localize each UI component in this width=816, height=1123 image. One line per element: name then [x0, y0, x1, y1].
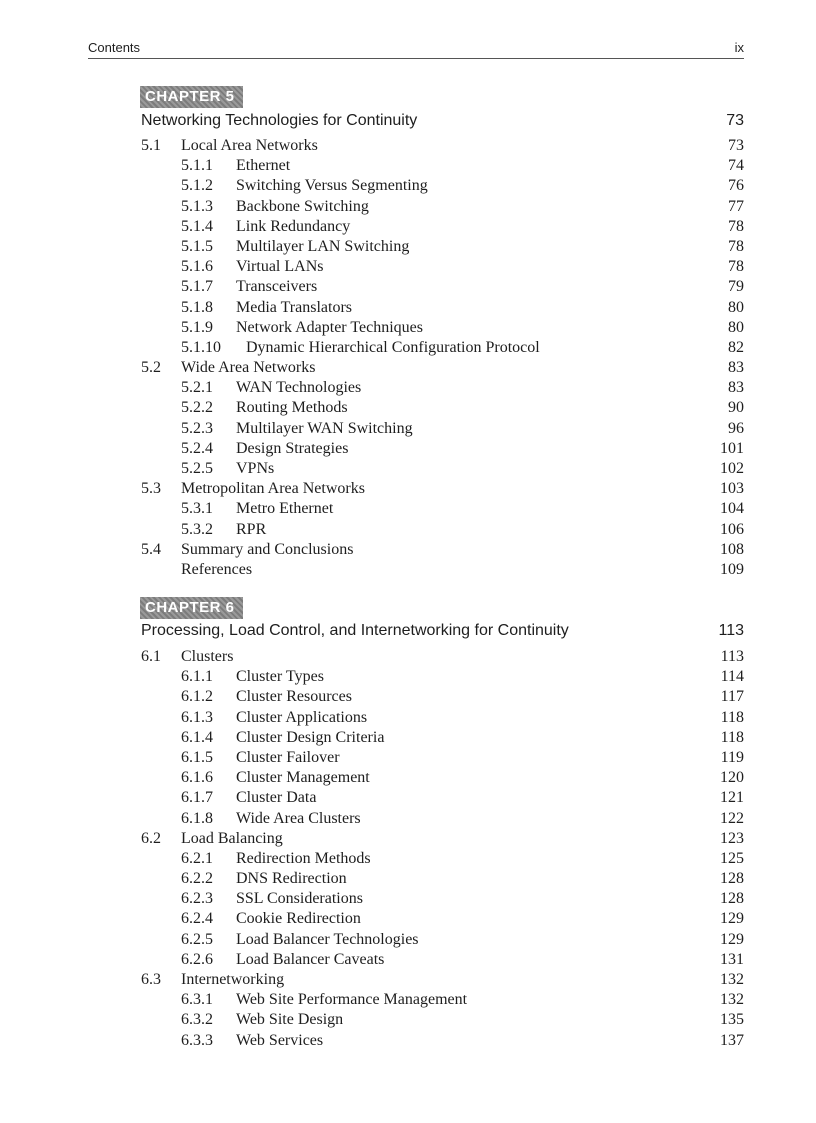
chapter-title-text: Networking Technologies for Continuity: [141, 112, 418, 129]
toc-entry: [141, 909, 744, 929]
toc-entry: [141, 136, 744, 156]
toc-entry: [141, 930, 744, 950]
toc-entry-page: 90: [728, 399, 744, 417]
toc-entry: [141, 728, 744, 748]
toc-entry-number: 6.1.3: [181, 708, 213, 726]
toc-entry-page: 76: [728, 177, 744, 195]
toc-entry-number: 6.1.4: [181, 728, 213, 746]
toc-entry: [141, 708, 744, 728]
chapter-page-number: 73: [726, 112, 744, 129]
toc-entry-page: 74: [728, 157, 744, 175]
toc-entry-page: 118: [720, 708, 744, 726]
toc-entry-number: 6.1.7: [181, 789, 213, 807]
toc-entry: [141, 560, 744, 580]
toc-entry-page: 117: [720, 688, 744, 706]
toc-entry-title: Transceivers: [236, 278, 318, 296]
toc-entry: [141, 667, 744, 687]
toc-entry-title: Network Adapter Techniques: [236, 318, 423, 336]
toc-entry-number: 5.2.5: [181, 460, 213, 477]
toc-entry: [141, 257, 744, 277]
toc-entry-page: 108: [720, 540, 744, 558]
toc-entry-number: 6.2.1: [181, 849, 213, 867]
toc-entry-page: 80: [728, 298, 744, 316]
toc-entry-number: 6.2: [141, 829, 161, 847]
toc-entry: [141, 520, 744, 540]
toc-entry-page: 137: [720, 1031, 744, 1049]
chapter-title: [141, 620, 744, 642]
toc-entry: [141, 176, 744, 196]
toc-entry-number: 6.1.6: [181, 769, 213, 787]
toc-entry-number: 6.1.1: [181, 668, 213, 686]
toc-entry-number: 6.1: [141, 648, 161, 665]
toc-entry-number: 6.2.2: [181, 870, 213, 888]
toc-entry-number: 5.3: [141, 480, 161, 498]
toc-entry-page: 77: [728, 197, 744, 215]
toc-entry-page: 83: [728, 359, 744, 377]
toc-entry-title: Link Redundancy: [236, 217, 351, 235]
toc-entry-page: 131: [720, 950, 744, 968]
toc-entry-page: 132: [720, 971, 744, 988]
toc-entry-title: Wide Area Networks: [181, 359, 316, 377]
toc-entry-title: Metropolitan Area Networks: [181, 480, 365, 498]
toc-entry-title: Cluster Resources: [236, 688, 352, 706]
toc-entry-page: 113: [720, 648, 744, 665]
toc-entry: [141, 687, 744, 707]
toc-entry-number: 6.3: [141, 971, 161, 988]
toc-entry-number: 6.3.2: [181, 1011, 213, 1029]
toc-entry: [141, 849, 744, 869]
toc-entry: [141, 156, 744, 176]
toc-entry-title: Virtual LANs: [236, 258, 324, 276]
toc-entry-number: 5.1.9: [181, 318, 213, 336]
toc-entry-title: Cluster Design Criteria: [236, 728, 385, 746]
toc-entry-list: [141, 647, 744, 1051]
toc-entry-page: 123: [720, 829, 744, 847]
toc-entry-title: Cluster Applications: [236, 708, 368, 726]
toc-entry-number: 6.2.3: [181, 890, 213, 908]
toc-entry-page: 135: [720, 1011, 744, 1029]
toc-entry-page: 109: [720, 560, 744, 578]
chapter-title: [141, 110, 744, 132]
toc-entry-title: References: [181, 560, 253, 578]
toc-entry-number: 6.2.6: [181, 950, 213, 968]
toc-entry: [141, 237, 744, 257]
toc-entry-title: Dynamic Hierarchical Configuration Protocol: [246, 338, 540, 356]
toc-entry-title: Redirection Methods: [236, 849, 371, 867]
toc-entry: [141, 990, 744, 1010]
toc-entry-list: [141, 136, 744, 580]
toc-entry: [141, 788, 744, 808]
toc-entry-number: 6.1.8: [181, 809, 213, 827]
toc-entry-title: Switching Versus Segmenting: [236, 177, 428, 195]
toc-entry: [141, 197, 744, 217]
toc-entry-title: Internetworking: [181, 971, 285, 988]
toc-entry-page: 79: [728, 278, 744, 296]
toc-entry-title: Cluster Types: [236, 668, 324, 686]
toc-entry: [141, 748, 744, 768]
toc-entry-title: Media Translators: [236, 298, 352, 316]
toc-entry-number: 5.1.7: [181, 278, 213, 296]
toc-entry-title: Load Balancing: [181, 829, 283, 847]
toc-entry-title: Web Site Performance Management: [236, 991, 468, 1009]
toc-entry: [141, 499, 744, 519]
toc-entry: [141, 950, 744, 970]
toc-entry: [141, 378, 744, 398]
toc-entry-page: 73: [728, 137, 744, 154]
toc-entry-title: Local Area Networks: [181, 137, 318, 154]
toc-entry-title: Wide Area Clusters: [236, 809, 361, 827]
toc-entry: [141, 398, 744, 418]
toc-entry-title: Clusters: [181, 648, 234, 665]
toc-entry-page: 120: [720, 769, 744, 787]
toc-entry-number: 5.1: [141, 137, 161, 154]
toc-entry-page: 128: [720, 870, 744, 888]
toc-entry-number: 6.1.2: [181, 688, 213, 706]
toc-entry-number: 5.3.2: [181, 520, 213, 538]
toc-entry-title: VPNs: [236, 460, 275, 477]
toc-entry-page: 96: [728, 419, 744, 437]
toc-entry-page: 132: [720, 991, 744, 1009]
toc-entry: [141, 358, 744, 378]
toc-entry: [141, 439, 744, 459]
toc-entry-page: 118: [720, 728, 744, 746]
toc-entry-title: RPR: [236, 520, 267, 538]
toc-entry-page: 102: [720, 460, 744, 477]
toc-entry: [141, 809, 744, 829]
toc-entry-page: 129: [720, 930, 744, 948]
header-section-name: Contents: [88, 40, 141, 55]
toc-entry-page: 106: [720, 520, 744, 538]
toc-entry-page: 129: [720, 910, 744, 928]
toc-entry-number: 5.1.6: [181, 258, 213, 276]
chapter-title-text: Processing, Load Control, and Internetworking for Continuity: [141, 622, 569, 639]
toc-entry-number: 5.4: [141, 540, 161, 558]
toc-entry-title: Web Services: [236, 1031, 324, 1049]
toc-entry-page: 122: [720, 809, 744, 827]
toc-entry-title: Multilayer WAN Switching: [236, 419, 413, 437]
toc-entry-page: 101: [720, 439, 744, 457]
toc-entry-number: 6.2.4: [181, 910, 213, 928]
toc-entry-title: Ethernet: [236, 157, 291, 175]
toc-entry-title: Backbone Switching: [236, 197, 369, 215]
toc-entry-page: 78: [728, 217, 744, 235]
toc-entry: [141, 419, 744, 439]
toc-entry: [141, 459, 744, 479]
toc-entry-number: 5.1.1: [181, 157, 213, 175]
toc-entry-number: 5.3.1: [181, 500, 213, 518]
toc-entry-number: 6.3.1: [181, 991, 213, 1009]
toc-entry-page: 119: [720, 748, 744, 766]
toc-entry-number: 5.1.3: [181, 197, 213, 215]
toc-entry: [141, 1010, 744, 1030]
header-page-number: ix: [734, 40, 744, 55]
toc-entry-number: 5.1.5: [181, 237, 213, 255]
toc-entry-number: 6.1.5: [181, 748, 213, 766]
toc-entry-page: 103: [720, 480, 744, 498]
toc-entry-number: 5.2.4: [181, 439, 213, 457]
toc-entry-number: 5.1.10: [181, 338, 221, 356]
toc-entry-number: 5.2.3: [181, 419, 213, 437]
toc-entry: [141, 869, 744, 889]
toc-entry-page: 125: [720, 849, 744, 867]
toc-entry-page: 80: [728, 318, 744, 336]
toc-entry-title: Cookie Redirection: [236, 910, 361, 928]
toc-entry-title: Summary and Conclusions: [181, 540, 354, 558]
toc-entry-page: 78: [728, 237, 744, 255]
toc-entry-page: 121: [720, 789, 744, 807]
toc-entry-title: WAN Technologies: [236, 379, 362, 397]
toc-entry-number: 6.2.5: [181, 930, 213, 948]
toc-entry-page: 78: [728, 258, 744, 276]
toc-entry-title: Multilayer LAN Switching: [236, 237, 410, 255]
toc-entry-title: DNS Redirection: [236, 870, 347, 888]
toc-entry-number: 5.2.1: [181, 379, 213, 397]
toc-entry: [141, 338, 744, 358]
toc-entry: [141, 217, 744, 237]
toc-entry: [141, 540, 744, 560]
toc-entry-page: 104: [720, 500, 744, 518]
toc-entry-title: Load Balancer Caveats: [236, 950, 385, 968]
toc-entry: [141, 1031, 744, 1051]
toc-entry: [141, 829, 744, 849]
chapter-badge: CHAPTER 6: [140, 597, 243, 619]
toc-entry: [141, 479, 744, 499]
toc-entry: [141, 647, 744, 667]
toc-entry-page: 114: [720, 668, 744, 686]
toc-entry-title: Routing Methods: [236, 399, 348, 417]
toc-entry: [141, 889, 744, 909]
toc-entry-number: 5.2: [141, 359, 161, 377]
toc-entry-title: Metro Ethernet: [236, 500, 334, 518]
toc-entry-title: SSL Considerations: [236, 890, 363, 908]
toc-entry: [141, 318, 744, 338]
toc-entry: [141, 277, 744, 297]
running-header: [88, 38, 744, 59]
toc-entry-page: 83: [728, 379, 744, 397]
chapter-badge: CHAPTER 5: [140, 86, 243, 108]
toc-entry-number: 5.1.4: [181, 217, 213, 235]
toc-entry-title: Cluster Data: [236, 789, 317, 807]
toc-entry-page: 82: [728, 338, 744, 356]
toc-entry: [141, 298, 744, 318]
toc-entry-number: 5.1.8: [181, 298, 213, 316]
toc-entry-title: Cluster Failover: [236, 748, 340, 766]
toc-entry-title: Design Strategies: [236, 439, 349, 457]
toc-entry-number: 5.1.2: [181, 177, 213, 195]
toc-entry: [141, 768, 744, 788]
toc-entry-number: 5.2.2: [181, 399, 213, 417]
toc-entry-title: Load Balancer Technologies: [236, 930, 419, 948]
chapter-page-number: 113: [718, 622, 744, 639]
toc-entry: [141, 970, 744, 990]
toc-entry-title: Web Site Design: [236, 1011, 344, 1029]
toc-entry-number: 6.3.3: [181, 1031, 213, 1049]
toc-entry-page: 128: [720, 890, 744, 908]
toc-entry-title: Cluster Management: [236, 769, 370, 787]
